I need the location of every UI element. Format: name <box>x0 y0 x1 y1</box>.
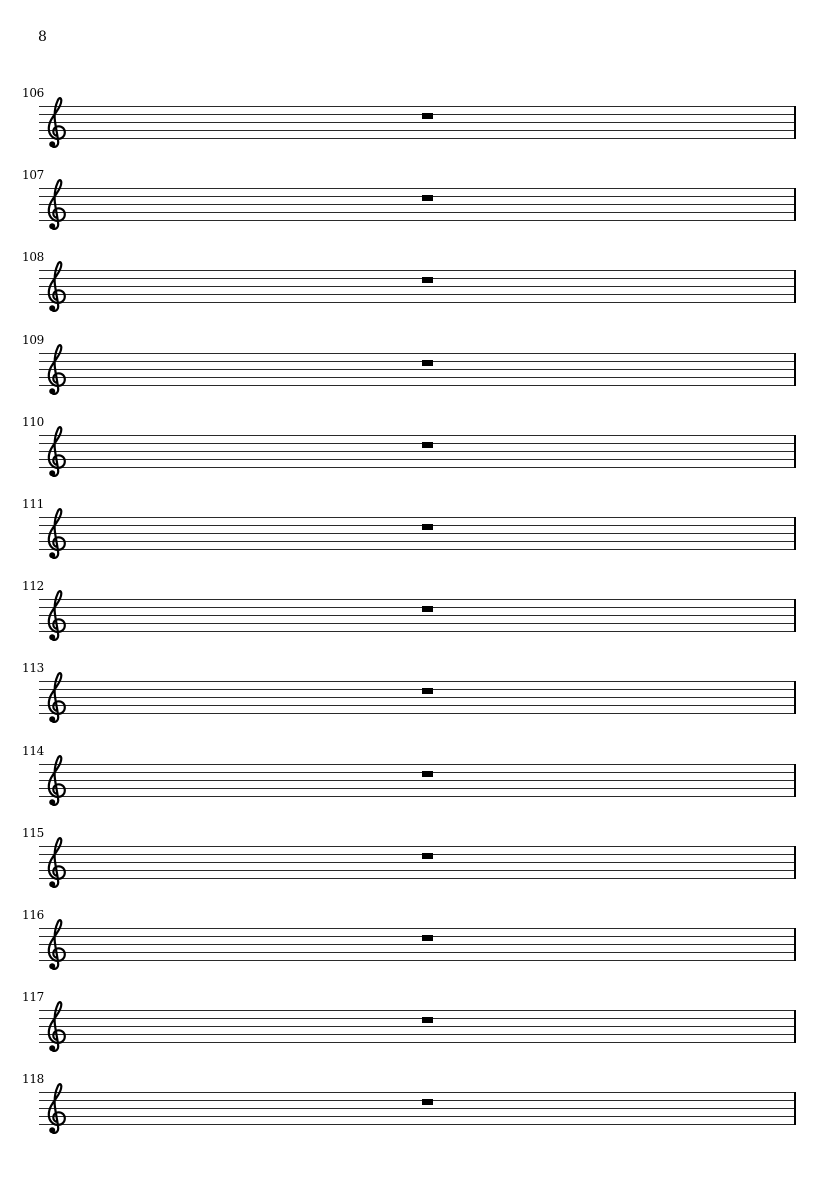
treble-clef-icon <box>43 1080 67 1134</box>
measure-number: 114 <box>21 744 44 758</box>
staff-line <box>39 772 796 773</box>
staff-line <box>39 549 796 550</box>
barline <box>794 517 796 550</box>
staff-line <box>39 599 796 600</box>
staff <box>39 270 796 304</box>
staff-line <box>39 1018 796 1019</box>
staff-system <box>0 166 835 232</box>
staff <box>39 435 796 469</box>
staff-system <box>0 824 835 890</box>
whole-rest-icon <box>422 1099 433 1105</box>
whole-rest-icon <box>422 853 433 859</box>
staff-line <box>39 705 796 706</box>
treble-clef-icon <box>43 176 67 230</box>
measure-number: 108 <box>21 250 44 264</box>
staff-line <box>39 270 796 271</box>
treble-clef-icon <box>43 752 67 806</box>
staff-line <box>39 212 796 213</box>
staff-line <box>39 1124 796 1125</box>
staff-line <box>39 188 796 189</box>
staff <box>39 1092 796 1126</box>
staff-line <box>39 689 796 690</box>
staff-line <box>39 780 796 781</box>
barline <box>794 270 796 303</box>
whole-rest-icon <box>422 606 433 612</box>
whole-rest-icon <box>422 1017 433 1023</box>
treble-clef-icon <box>43 916 67 970</box>
measure-number: 110 <box>21 415 44 429</box>
treble-clef-icon <box>43 258 67 312</box>
measure-number: 118 <box>21 1072 44 1086</box>
staff-line <box>39 377 796 378</box>
barline <box>794 599 796 632</box>
measure-number: 109 <box>21 333 44 347</box>
staff-line <box>39 764 796 765</box>
barline <box>794 764 796 797</box>
staff-line <box>39 533 796 534</box>
barline <box>794 188 796 221</box>
staff-line <box>39 681 796 682</box>
staff-line <box>39 353 796 354</box>
staff-line <box>39 878 796 879</box>
staff-line <box>39 607 796 608</box>
barline <box>794 928 796 961</box>
staff-line <box>39 122 796 123</box>
staff-line <box>39 1100 796 1101</box>
whole-rest-icon <box>422 195 433 201</box>
staff <box>39 517 796 551</box>
staff-line <box>39 960 796 961</box>
staff-line <box>39 1092 796 1093</box>
staff-line <box>39 854 796 855</box>
measure-number: 111 <box>21 497 44 511</box>
staff-line <box>39 517 796 518</box>
staff-line <box>39 928 796 929</box>
treble-clef-icon <box>43 998 67 1052</box>
staff-line <box>39 541 796 542</box>
barline <box>794 681 796 714</box>
whole-rest-icon <box>422 688 433 694</box>
whole-rest-icon <box>422 524 433 530</box>
barline <box>794 435 796 468</box>
staff <box>39 764 796 798</box>
staff-line <box>39 467 796 468</box>
whole-rest-icon <box>422 277 433 283</box>
staff-line <box>39 623 796 624</box>
treble-clef-icon <box>43 834 67 888</box>
staff-line <box>39 1010 796 1011</box>
staff-line <box>39 204 796 205</box>
staff-line <box>39 870 796 871</box>
staff-system <box>0 248 835 314</box>
staff-line <box>39 1042 796 1043</box>
staff-line <box>39 443 796 444</box>
staff-line <box>39 936 796 937</box>
staff-line <box>39 615 796 616</box>
staff-line <box>39 525 796 526</box>
staff <box>39 681 796 715</box>
staff-line <box>39 220 796 221</box>
treble-clef-icon <box>43 423 67 477</box>
measure-number: 112 <box>21 579 44 593</box>
measure-number: 117 <box>21 990 44 1004</box>
staff-line <box>39 1026 796 1027</box>
measure-number: 107 <box>21 168 44 182</box>
staff-line <box>39 278 796 279</box>
whole-rest-icon <box>422 360 433 366</box>
staff-line <box>39 796 796 797</box>
staff <box>39 188 796 222</box>
treble-clef-icon <box>43 94 67 148</box>
staff-system <box>0 413 835 479</box>
measure-number: 116 <box>21 908 44 922</box>
staff-system <box>0 495 835 561</box>
barline <box>794 106 796 139</box>
whole-rest-icon <box>422 442 433 448</box>
staff-line <box>39 1116 796 1117</box>
staff <box>39 928 796 962</box>
staff-system <box>0 659 835 725</box>
whole-rest-icon <box>422 935 433 941</box>
staff-line <box>39 286 796 287</box>
staff <box>39 353 796 387</box>
staff <box>39 846 796 880</box>
staff-system <box>0 1070 835 1136</box>
staff-line <box>39 1034 796 1035</box>
staff-line <box>39 862 796 863</box>
staff-line <box>39 697 796 698</box>
staff-line <box>39 631 796 632</box>
staff-system <box>0 742 835 808</box>
staff-line <box>39 385 796 386</box>
staff-system <box>0 906 835 972</box>
staff-line <box>39 435 796 436</box>
measure-number: 115 <box>21 826 44 840</box>
whole-rest-icon <box>422 771 433 777</box>
staff-system <box>0 988 835 1054</box>
staff-line <box>39 459 796 460</box>
barline <box>794 846 796 879</box>
barline <box>794 1010 796 1043</box>
staff-system <box>0 577 835 643</box>
staff-line <box>39 1108 796 1109</box>
staff-line <box>39 138 796 139</box>
staff-line <box>39 944 796 945</box>
staff-line <box>39 451 796 452</box>
staff-line <box>39 114 796 115</box>
staff <box>39 599 796 633</box>
measure-number: 106 <box>21 86 44 100</box>
staff <box>39 106 796 140</box>
treble-clef-icon <box>43 669 67 723</box>
staff-line <box>39 106 796 107</box>
staff-line <box>39 369 796 370</box>
staff-line <box>39 713 796 714</box>
staff-system <box>0 84 835 150</box>
staff-line <box>39 952 796 953</box>
staff-line <box>39 294 796 295</box>
barline <box>794 353 796 386</box>
staff <box>39 1010 796 1044</box>
staff-line <box>39 130 796 131</box>
barline <box>794 1092 796 1125</box>
staff-line <box>39 846 796 847</box>
treble-clef-icon <box>43 505 67 559</box>
treble-clef-icon <box>43 587 67 641</box>
page-number: 8 <box>38 29 47 45</box>
whole-rest-icon <box>422 113 433 119</box>
staff-line <box>39 361 796 362</box>
staff-line <box>39 788 796 789</box>
staff-line <box>39 302 796 303</box>
measure-number: 113 <box>21 661 44 675</box>
treble-clef-icon <box>43 341 67 395</box>
staff-line <box>39 196 796 197</box>
staff-system <box>0 331 835 397</box>
